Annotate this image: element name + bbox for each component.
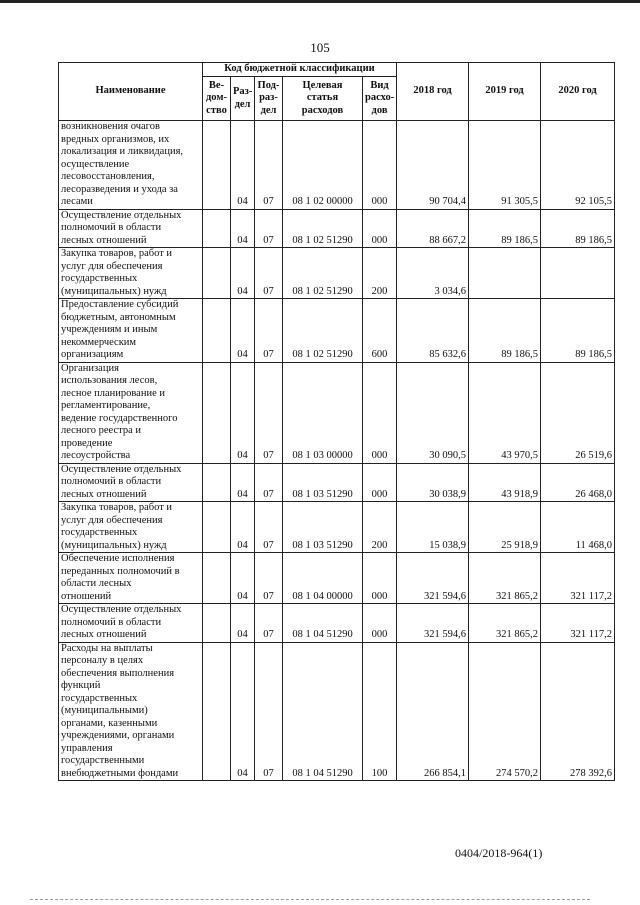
row-amount-2018: 88 667,2 [397,209,469,248]
row-podrazdel: 07 [255,121,283,210]
header-razdel: Раз- дел [231,77,255,121]
table-row [59,502,615,553]
row-amount-2020: 89 186,5 [541,299,615,363]
row-razdel: 04 [231,642,255,781]
row-podrazdel: 07 [255,299,283,363]
row-amount-2019: 25 918,9 [469,502,541,553]
row-vid-raskhodov: 600 [363,299,397,363]
header-podrazdel: Под- раз- дел [255,77,283,121]
row-amount-2020: 26 468,0 [541,463,615,502]
row-amount-2020: 278 392,6 [541,642,615,781]
row-amount-2020: 321 117,2 [541,604,615,643]
row-amount-2018: 3 034,6 [397,248,469,299]
row-tselevaya-statya: 08 1 03 51290 [283,463,363,502]
row-vid-raskhodov: 000 [363,209,397,248]
table-row [59,248,615,299]
row-tselevaya-statya: 08 1 02 51290 [283,209,363,248]
row-amount-2020: 321 117,2 [541,553,615,604]
row-amount-2018: 321 594,6 [397,553,469,604]
row-name: Предоставление субсидий бюджетным, автономным учреждениям и иным некоммерческим организациям [59,299,203,363]
row-tselevaya-statya: 08 1 02 51290 [283,299,363,363]
row-razdel: 04 [231,248,255,299]
row-podrazdel: 07 [255,502,283,553]
row-vid-raskhodov: 000 [363,362,397,463]
row-podrazdel: 07 [255,642,283,781]
table-row [59,604,615,643]
row-amount-2018: 30 090,5 [397,362,469,463]
row-amount-2020: 92 105,5 [541,121,615,210]
document-code: 0404/2018-964(1) [455,846,543,860]
row-podrazdel: 07 [255,209,283,248]
row-vid-raskhodov: 000 [363,463,397,502]
row-razdel: 04 [231,121,255,210]
table-row [59,553,615,604]
row-amount-2019: 43 970,5 [469,362,541,463]
row-name: Осуществление отдельных полномочий в области лесных отношений [59,209,203,248]
row-amount-2020: 89 186,5 [541,209,615,248]
row-amount-2018: 85 632,6 [397,299,469,363]
row-razdel: 04 [231,299,255,363]
row-razdel: 04 [231,209,255,248]
row-vedomstvo [203,642,231,781]
row-amount-2020 [541,248,615,299]
header-vid: Вид расхо- дов [363,77,397,121]
budget-table [58,62,615,781]
header-code-group: Код бюджетной классификации [203,63,397,77]
row-tselevaya-statya: 08 1 02 00000 [283,121,363,210]
row-amount-2019: 89 186,5 [469,299,541,363]
row-vedomstvo [203,248,231,299]
header-name: Наименование [59,63,203,121]
row-tselevaya-statya: 08 1 04 51290 [283,642,363,781]
row-name: Организация использования лесов, лесное планирование и регламентирование, ведение государственного лесного реестра и проведение лесоустройства [59,362,203,463]
table-row [59,642,615,781]
row-podrazdel: 07 [255,553,283,604]
table-body [59,121,615,781]
row-amount-2018: 266 854,1 [397,642,469,781]
row-amount-2019: 89 186,5 [469,209,541,248]
row-amount-2018: 90 704,4 [397,121,469,210]
bottom-scan-marks [30,899,590,901]
header-2018: 2018 год [397,63,469,121]
row-vid-raskhodov: 200 [363,502,397,553]
row-vedomstvo [203,362,231,463]
row-vedomstvo [203,463,231,502]
row-tselevaya-statya: 08 1 04 51290 [283,604,363,643]
row-podrazdel: 07 [255,248,283,299]
row-name: Осуществление отдельных полномочий в области лесных отношений [59,463,203,502]
row-vid-raskhodov: 200 [363,248,397,299]
row-vedomstvo [203,502,231,553]
row-vedomstvo [203,299,231,363]
top-border-line [0,0,640,3]
table-row [59,121,615,210]
row-name: Обеспечение исполнения переданных полномочий в области лесных отношений [59,553,203,604]
table-row [59,299,615,363]
row-name: Осуществление отдельных полномочий в области лесных отношений [59,604,203,643]
row-razdel: 04 [231,502,255,553]
row-vedomstvo [203,121,231,210]
table-row [59,362,615,463]
row-amount-2019: 274 570,2 [469,642,541,781]
row-amount-2019 [469,248,541,299]
row-tselevaya-statya: 08 1 03 00000 [283,362,363,463]
row-razdel: 04 [231,604,255,643]
row-vedomstvo [203,553,231,604]
table-row [59,209,615,248]
row-amount-2019: 321 865,2 [469,604,541,643]
row-name: Расходы на выплаты персоналу в целях обеспечения выполнения функций государственных (муниципальными) органами, казенными учреждениями, органами управления государственными внебюджетными фондами [59,642,203,781]
row-podrazdel: 07 [255,362,283,463]
row-vid-raskhodov: 000 [363,121,397,210]
page-number: 105 [310,40,330,55]
row-vid-raskhodov: 000 [363,553,397,604]
row-podrazdel: 07 [255,604,283,643]
row-amount-2020: 11 468,0 [541,502,615,553]
header-tselevaya: Целевая статья расходов [283,77,363,121]
row-tselevaya-statya: 08 1 04 00000 [283,553,363,604]
header-vedomstvo: Ве- дом- ство [203,77,231,121]
header-2020: 2020 год [541,63,615,121]
row-name: Закупка товаров, работ и услуг для обеспечения государственных (муниципальных) нужд [59,502,203,553]
row-vid-raskhodov: 100 [363,642,397,781]
row-name: возникновения очагов вредных организмов, их локализация и ликвидация, осуществление лесовосстановления, лесоразведения и ухода за лесами [59,121,203,210]
table-row [59,463,615,502]
row-podrazdel: 07 [255,463,283,502]
row-amount-2020: 26 519,6 [541,362,615,463]
row-amount-2019: 321 865,2 [469,553,541,604]
row-tselevaya-statya: 08 1 03 51290 [283,502,363,553]
row-amount-2018: 15 038,9 [397,502,469,553]
row-tselevaya-statya: 08 1 02 51290 [283,248,363,299]
row-vedomstvo [203,604,231,643]
row-amount-2019: 91 305,5 [469,121,541,210]
row-vid-raskhodov: 000 [363,604,397,643]
row-razdel: 04 [231,553,255,604]
header-2019: 2019 год [469,63,541,121]
row-amount-2019: 43 918,9 [469,463,541,502]
row-vedomstvo [203,209,231,248]
row-amount-2018: 321 594,6 [397,604,469,643]
row-amount-2018: 30 038,9 [397,463,469,502]
row-razdel: 04 [231,362,255,463]
row-name: Закупка товаров, работ и услуг для обеспечения государственных (муниципальных) нужд [59,248,203,299]
row-razdel: 04 [231,463,255,502]
